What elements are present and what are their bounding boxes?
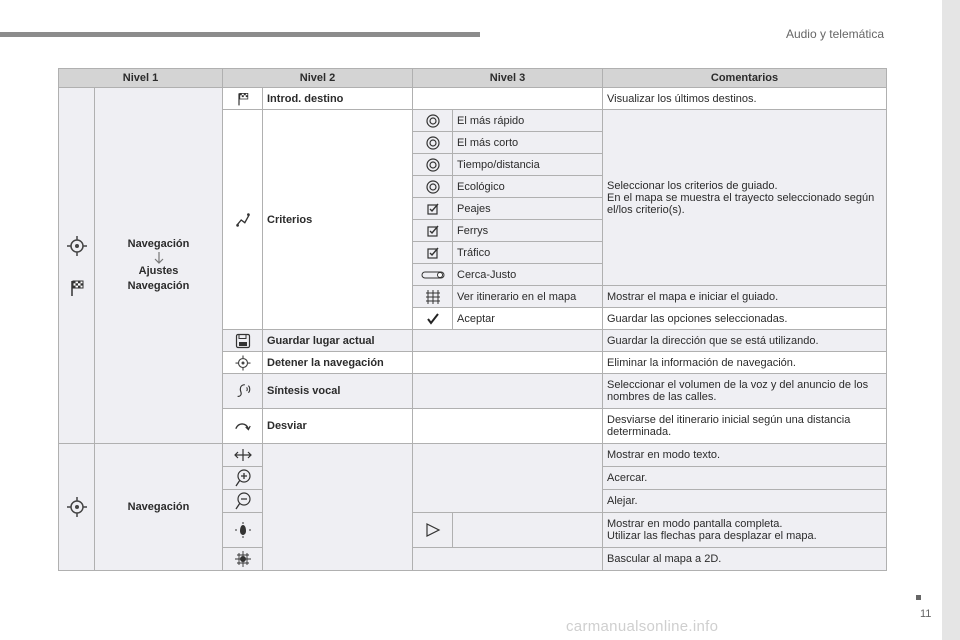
check-icon[interactable] [427, 313, 439, 325]
map-grid-icon-cell [413, 286, 453, 308]
radio-icon-cell [413, 154, 453, 176]
detour-icon[interactable] [234, 420, 252, 432]
empty-nivel3 [413, 409, 603, 444]
page-number: 11 [920, 608, 932, 620]
slider-icon[interactable] [421, 270, 445, 280]
option-tiempo-distancia[interactable]: Tiempo/distancia [453, 154, 603, 176]
table-row [59, 88, 887, 110]
criterios-label[interactable]: Criterios [263, 110, 413, 330]
empty-nivel3 [413, 352, 603, 374]
navigation-icon [65, 234, 89, 258]
radio-icon-cell [413, 110, 453, 132]
sintesis-comment: Seleccionar el volumen de la voz y del anuncio de los nombres de las calles. [603, 374, 887, 409]
empty-nivel3-label [453, 513, 603, 548]
slider-icon-cell [413, 264, 453, 286]
flag-icon[interactable] [235, 91, 251, 107]
introd-destino-label[interactable]: Introd. destino [263, 88, 413, 110]
radio-icon-cell [413, 132, 453, 154]
option-el-mas-corto[interactable]: El más corto [453, 132, 603, 154]
table-header [59, 69, 887, 88]
desviar-comment: Desviarse del itinerario inicial según una distancia determinada. [603, 409, 887, 444]
stop-nav-icon-cell [223, 352, 263, 374]
watermark: carmanualsonline.info [566, 618, 719, 635]
section-title: Audio y telemática [785, 27, 884, 41]
checkbox-icon-cell [413, 198, 453, 220]
zoom-out-icon[interactable] [235, 492, 251, 510]
checkbox-icon[interactable] [427, 203, 439, 215]
introd-comment: Visualizar los últimos destinos. [603, 88, 887, 110]
guardar-label[interactable]: Guardar lugar actual [263, 330, 413, 352]
aceptar-comment: Guardar las opciones seleccionadas. [603, 308, 887, 330]
detener-comment: Eliminar la información de navegación. [603, 352, 887, 374]
option-ecologico[interactable]: Ecológico [453, 176, 603, 198]
nav2-label: Navegación [95, 444, 223, 571]
empty-nivel3 [413, 374, 603, 409]
guardar-comment: Guardar la dirección que se está utilizando. [603, 330, 887, 352]
page-marker [916, 595, 921, 600]
ver-itinerario-label[interactable]: Ver itinerario en el mapa [453, 286, 603, 308]
desviar-label[interactable]: Desviar [263, 409, 413, 444]
empty-nivel3 [413, 548, 603, 571]
navegacion-label: Navegación [127, 238, 190, 250]
header-nivel-3: Nivel 3 [413, 69, 603, 88]
aceptar-label[interactable]: Aceptar [453, 308, 603, 330]
side-strip [942, 0, 960, 640]
stop-navigation-icon[interactable] [234, 354, 252, 372]
option-peajes[interactable]: Peajes [453, 198, 603, 220]
criterios-comment-line: En el mapa se muestra el trayecto seleccionado según el/los criterio(s). [607, 191, 875, 216]
criterios-comment [603, 110, 887, 286]
radio-icon-cell [413, 176, 453, 198]
down-arrow-icon [153, 252, 165, 264]
navegacion-sub-label: Navegación [127, 280, 190, 292]
map-comment-2d: Bascular al mapa a 2D. [603, 548, 887, 571]
pan-icon-cell [223, 513, 263, 548]
ajustes-label: Ajustes [138, 265, 179, 277]
zoom-in-icon-cell [223, 467, 263, 490]
header-nivel-2: Nivel 2 [223, 69, 413, 88]
empty-nivel3 [413, 88, 603, 110]
comment-line: Utilizar las flechas para desplazar el mapa. [607, 530, 817, 542]
save-icon[interactable] [235, 333, 251, 349]
map-comment-acercar: Acercar. [603, 467, 887, 490]
check-icon-cell [413, 308, 453, 330]
detour-icon-cell [223, 409, 263, 444]
save-icon-cell [223, 330, 263, 352]
empty-nivel2 [263, 444, 413, 571]
introd-icon-cell [223, 88, 263, 110]
checkbox-icon-cell [413, 242, 453, 264]
text-mode-icon[interactable] [234, 448, 252, 462]
nivel1-label-cell [95, 88, 223, 444]
option-cerca-justo[interactable]: Cerca-Justo [453, 264, 603, 286]
radio-icon[interactable] [426, 136, 440, 150]
map-grid-icon[interactable] [425, 289, 441, 305]
checkbox-icon[interactable] [427, 225, 439, 237]
checkbox-icon[interactable] [427, 247, 439, 259]
map-comment-fullscreen [603, 513, 887, 548]
navigation-icon[interactable] [65, 495, 89, 519]
option-trafico[interactable]: Tráfico [453, 242, 603, 264]
route-options-icon[interactable] [234, 211, 252, 229]
nivel1-icons-cell [59, 88, 95, 444]
menu-table [58, 68, 887, 571]
map-2d-icon[interactable] [234, 550, 252, 568]
empty-nivel3 [413, 330, 603, 352]
header-bar [0, 32, 480, 37]
checkbox-icon-cell [413, 220, 453, 242]
fullscreen-icon-cell [413, 513, 453, 548]
map-comment-alejar: Alejar. [603, 490, 887, 513]
sintesis-label[interactable]: Síntesis vocal [263, 374, 413, 409]
nav2-icon-cell [59, 444, 95, 571]
radio-icon[interactable] [426, 114, 440, 128]
criterios-icon-cell [223, 110, 263, 330]
option-el-mas-rapido[interactable]: El más rápido [453, 110, 603, 132]
map-comment-texto: Mostrar en modo texto. [603, 444, 887, 467]
zoom-in-icon[interactable] [235, 469, 251, 487]
header-nivel-1: Nivel 1 [59, 69, 223, 88]
header-comentarios: Comentarios [603, 69, 887, 88]
voice-icon[interactable] [234, 382, 252, 400]
text-mode-icon-cell [223, 444, 263, 467]
ver-itinerario-comment: Mostrar el mapa e iniciar el guiado. [603, 286, 887, 308]
radio-icon[interactable] [426, 180, 440, 194]
comment-line: Mostrar en modo pantalla completa. [607, 518, 783, 530]
zoom-out-icon-cell [223, 490, 263, 513]
empty-nivel3 [413, 444, 603, 513]
table-row [59, 444, 887, 467]
play-triangle-icon[interactable] [425, 522, 441, 538]
voice-icon-cell [223, 374, 263, 409]
pan-icon[interactable] [234, 521, 252, 539]
map-2d-icon-cell [223, 548, 263, 571]
option-ferrys[interactable]: Ferrys [453, 220, 603, 242]
flag-icon [67, 278, 87, 298]
detener-label[interactable]: Detener la navegación [263, 352, 413, 374]
radio-icon[interactable] [426, 158, 440, 172]
criterios-comment-line: Seleccionar los criterios de guiado. [607, 179, 778, 192]
